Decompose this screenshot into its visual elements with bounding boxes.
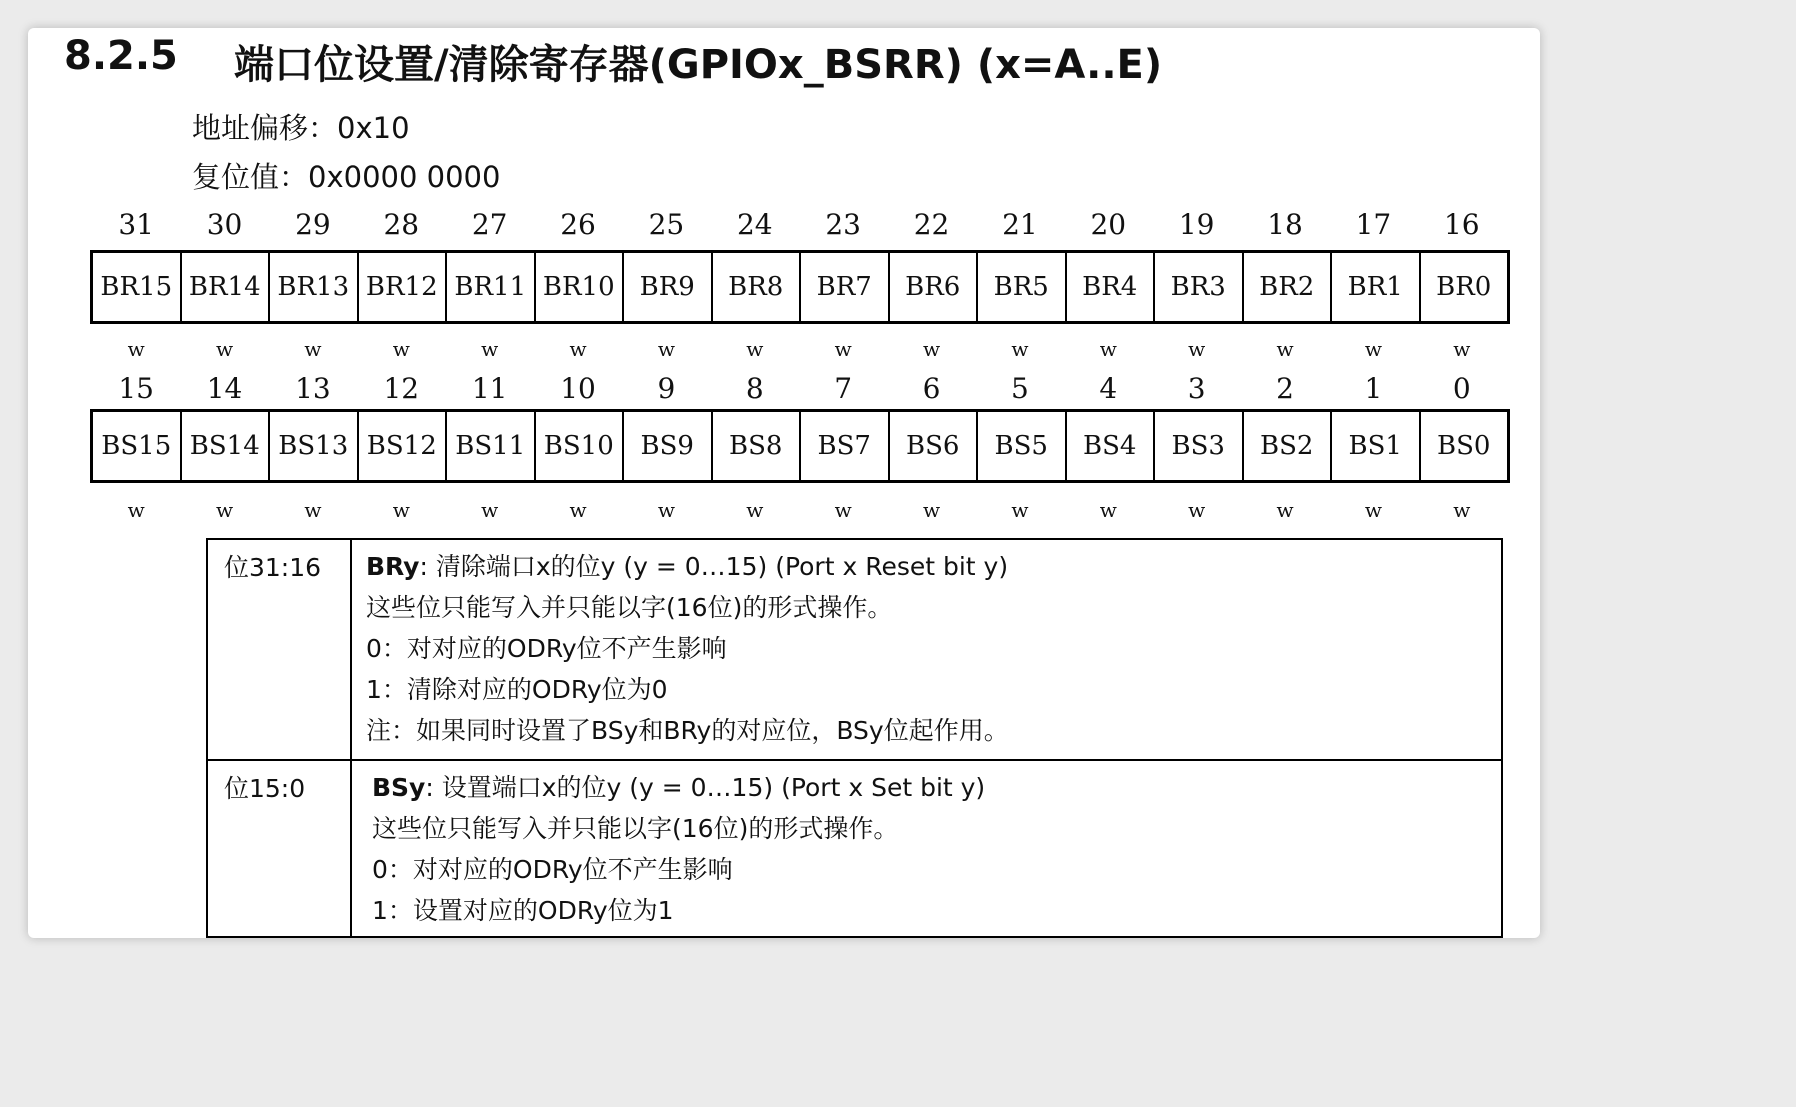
bit-number: 1	[1364, 372, 1383, 405]
bit-number: 29	[295, 208, 331, 241]
register-field-br: BR9	[622, 253, 711, 321]
register-field-bs: BS15	[101, 431, 172, 461]
access-type: w	[216, 498, 234, 522]
register-field-br: BR7	[799, 253, 888, 321]
register-field-br: BR3	[1153, 253, 1242, 321]
bit-number: 15	[118, 372, 154, 405]
bit-numbers-high	[92, 208, 1506, 241]
bit-number: 12	[383, 372, 420, 405]
register-field-bs: BS2	[1242, 412, 1331, 480]
access-type: w	[1099, 498, 1117, 522]
bit-number: 28	[383, 208, 420, 241]
description-line: 1：设置对应的ODRy位为1	[372, 896, 674, 925]
access-type: w	[392, 498, 410, 522]
access-type: w	[127, 498, 145, 522]
bit-number: 7	[834, 372, 853, 405]
field-title: : 清除端口x的位y (y = 0…15) (Port x Reset bit y)	[419, 552, 1009, 581]
access-type: w	[657, 498, 675, 522]
access-type: w	[746, 337, 764, 361]
bit-number: 3	[1187, 372, 1206, 405]
bit-number: 21	[1002, 208, 1038, 241]
access-type: w	[481, 498, 499, 522]
register-field-bs: BS6	[888, 412, 977, 480]
register-field-br: BR14	[180, 253, 269, 321]
register-field-bs: BS14	[180, 412, 269, 480]
access-type: w	[481, 337, 499, 361]
bit-number: 13	[295, 372, 331, 405]
access-row-low	[92, 498, 1506, 522]
bit-number: 14	[206, 372, 243, 405]
access-type: w	[1364, 498, 1382, 522]
access-type: w	[569, 498, 587, 522]
section-title: 端口位设置/清除寄存器(GPIOx_BSRR) (x=A..E)	[234, 42, 1163, 88]
bit-number: 31	[118, 208, 154, 241]
bit-number: 5	[1011, 372, 1029, 405]
register-field-br: BR10	[534, 253, 623, 321]
register-field-bs: BS1	[1330, 412, 1419, 480]
register-field-bs: BS0	[1419, 412, 1508, 480]
register-field-br: BR0	[1419, 253, 1508, 321]
description-text	[351, 760, 1502, 937]
bit-number: 27	[471, 208, 508, 241]
address-offset: 地址偏移：0x10	[192, 111, 410, 145]
bit-number: 18	[1267, 208, 1303, 241]
description-row-bs	[207, 760, 1502, 937]
bit-number: 2	[1276, 372, 1294, 405]
bit-number: 10	[560, 372, 596, 405]
access-type: w	[923, 498, 941, 522]
description-row-br	[207, 539, 1502, 760]
access-row-high	[92, 337, 1506, 361]
access-type: w	[216, 337, 234, 361]
description-line: 0：对对应的ODRy位不产生影响	[372, 855, 733, 884]
bit-number: 11	[471, 372, 508, 405]
field-name: BRy	[366, 552, 420, 581]
register-field-br: BR5	[976, 253, 1065, 321]
description-line: 0：对对应的ODRy位不产生影响	[366, 634, 727, 663]
bit-number: 23	[825, 208, 861, 241]
access-type: w	[1453, 498, 1471, 522]
bit-number: 30	[206, 208, 243, 241]
bit-range-label: 位31:16	[207, 539, 351, 760]
register-field-br: BR6	[888, 253, 977, 321]
register-field-br: BR8	[711, 253, 800, 321]
access-type: w	[1276, 337, 1294, 361]
register-field-bs: BS13	[268, 412, 357, 480]
access-type: w	[569, 337, 587, 361]
register-field-bs: BS5	[976, 412, 1065, 480]
description-title	[366, 546, 1501, 587]
access-type: w	[1011, 498, 1029, 522]
description-note: 注：如果同时设置了BSy和BRy的对应位，BSy位起作用。	[366, 716, 1009, 745]
access-type: w	[1188, 337, 1206, 361]
access-type: w	[834, 498, 852, 522]
access-type: w	[1364, 337, 1382, 361]
register-field-br: BR12	[357, 253, 446, 321]
bit-number: 25	[648, 208, 685, 241]
access-type: w	[1011, 337, 1029, 361]
bit-number: 4	[1099, 372, 1118, 405]
access-type: w	[834, 337, 852, 361]
description-text	[351, 539, 1502, 760]
access-type: w	[1188, 498, 1206, 522]
access-type: w	[304, 337, 322, 361]
register-field-bs: BS3	[1153, 412, 1242, 480]
register-field-bs: BS7	[799, 412, 888, 480]
description-line: 这些位只能写入并只能以字(16位)的形式操作。	[372, 814, 899, 843]
description-title	[372, 767, 1501, 808]
reset-value: 复位值：0x0000 0000	[192, 160, 501, 194]
bit-number: 9	[657, 372, 676, 405]
bit-number: 6	[922, 372, 941, 405]
access-type: w	[657, 337, 675, 361]
bit-number: 22	[913, 208, 950, 241]
register-field-br: BR4	[1065, 253, 1154, 321]
access-type: w	[923, 337, 941, 361]
bit-number: 20	[1090, 208, 1127, 241]
bit-number: 8	[745, 372, 764, 405]
access-type: w	[1099, 337, 1117, 361]
register-field-bs: BS11	[445, 412, 534, 480]
register-field-br: BR1	[1330, 253, 1419, 321]
register-field-br: BR15	[100, 272, 173, 302]
bit-numbers-low	[92, 372, 1506, 405]
register-row-low	[90, 409, 1510, 483]
access-type: w	[127, 337, 145, 361]
bit-number: 0	[1452, 372, 1471, 405]
register-field-bs: BS12	[357, 412, 446, 480]
description-line: 这些位只能写入并只能以字(16位)的形式操作。	[366, 593, 893, 622]
register-field-bs: BS4	[1065, 412, 1154, 480]
description-line: 1：清除对应的ODRy位为0	[366, 675, 668, 704]
register-field-br: BR11	[445, 253, 534, 321]
section-number: 8.2.5	[64, 33, 178, 79]
register-field-bs: BS10	[534, 412, 623, 480]
register-field-bs: BS9	[622, 412, 711, 480]
field-title: : 设置端口x的位y (y = 0…15) (Port x Set bit y)	[425, 773, 986, 802]
access-type: w	[746, 498, 764, 522]
register-field-br: BR13	[268, 253, 357, 321]
register-field-br: BR2	[1242, 253, 1331, 321]
register-field-bs: BS8	[711, 412, 800, 480]
register-row-high	[90, 250, 1510, 324]
field-name: BSy	[372, 773, 426, 802]
bit-number: 17	[1355, 208, 1392, 241]
bit-number: 19	[1178, 208, 1215, 241]
bit-number: 24	[736, 208, 773, 241]
bit-number: 16	[1443, 208, 1480, 241]
access-type: w	[392, 337, 410, 361]
bit-number: 26	[560, 208, 596, 241]
access-type: w	[1276, 498, 1294, 522]
access-type: w	[304, 498, 322, 522]
bit-description-table	[206, 538, 1503, 938]
access-type: w	[1453, 337, 1471, 361]
bit-range-label: 位15:0	[207, 760, 351, 937]
